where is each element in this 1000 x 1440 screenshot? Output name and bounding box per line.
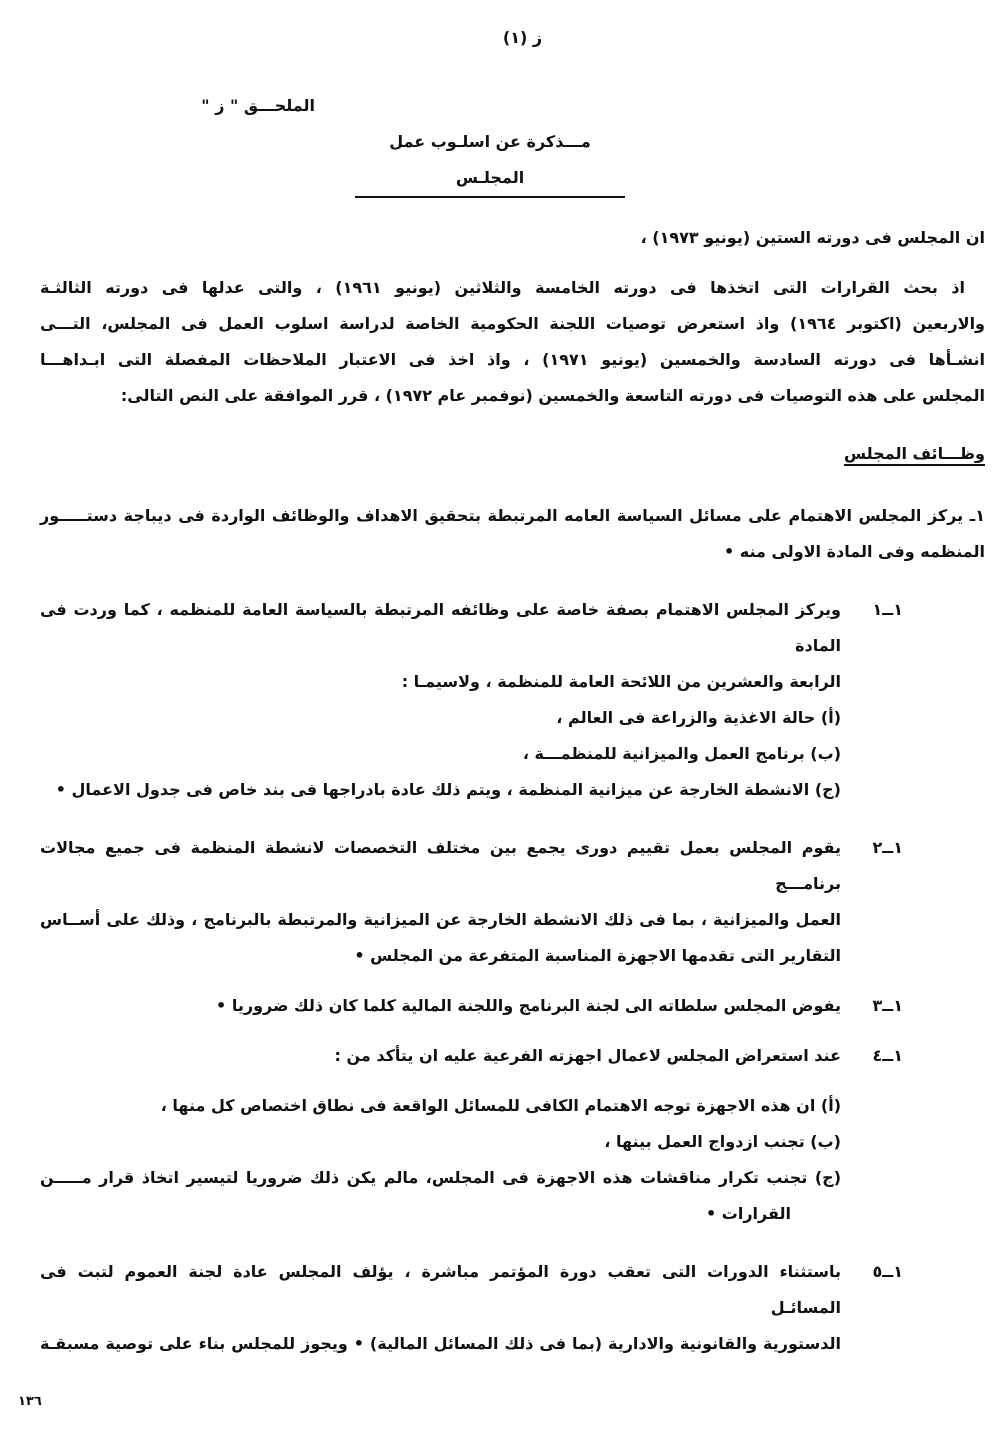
page-code: ز (١) (502, 28, 543, 47)
item-1-1-line: الرابعة والعشرين من اللائحة العامة للمنظمة ، ولاسيمـا : (401, 671, 841, 691)
item-1-4-sub: (ب) تجنب ازدواج العمل بينها ، (604, 1131, 841, 1151)
item-1-4-line: عند استعراض المجلس لاعمال اجهزته الفرعية عليه ان يتأكد من : (334, 1045, 841, 1065)
section-heading: وظـــائف المجلس (844, 444, 985, 463)
page-number: ١٣٦ (18, 1393, 42, 1409)
item-1-1-line: (أ) حالة الاغذية والزراعة فى العالم ، (556, 707, 841, 727)
annex-label: الملحـــق " ز " (201, 96, 315, 115)
item-number: ١ــ٤ (872, 1045, 903, 1065)
preamble-line: انشـأها فى دورته السادسة والخمسين (يونيو ١٩٧١) ، واذ اخذ فى الاعتبار الملاحظات المفصلة التى ابـداهـــا (40, 350, 986, 369)
item-number: ١ــ٣ (872, 995, 903, 1015)
item-1-4 (40, 1038, 985, 1232)
preamble-line: المجلس على هذه التوصيات فى دورته التاسعة والخمسين (نوفمبر عام ١٩٧٢) ، قرر الموافقة على النص التالى: (120, 386, 985, 405)
item-number: ١ــ١ (872, 599, 903, 619)
title-block (355, 124, 625, 198)
item-1-5-line: باستثناء الدورات التى تعقب دورة المؤتمر مباشرة ، يؤلف المجلس عادة لجنة العموم لتبت فى المسائـل (40, 1261, 841, 1317)
item-1-4-sub: القرارات • (705, 1203, 791, 1223)
item-number: ١ــ٥ (872, 1261, 903, 1281)
item-1-2-line: التقارير التى تقدمها الاجهزة المناسبة المتفرعة من المجلس • (354, 945, 841, 965)
item-1-5-line: الدستورية والقانونية والادارية (بما فى ذلك المسائل المالية) • ويجوز للمجلس بناء على توصية مسبقـة (40, 1333, 841, 1353)
item-1-1 (40, 592, 985, 808)
section-heading-block (844, 436, 985, 466)
item-1-5 (40, 1254, 985, 1362)
item-number: ١ــ٢ (872, 837, 903, 857)
item-1-1-line: ويركز المجلس الاهتمام بصفة خاصة على وظائفه المرتبطة بالسياسة العامة للمنظمه ، كما وردت فى المادة (40, 599, 841, 655)
document-title: مـــذكرة عن اسلـوب عمل المجلـس (389, 132, 591, 187)
item-1-1-line: (ج) الانشطة الخارجة عن ميزانية المنظمة ، ويتم ذلك عادة بادراجها فى بند خاص فى جدول الاعمال • (55, 779, 841, 799)
item-1-2-line: العمل والميزانية ، بما فى ذلك الانشطة الخارجة عن الميزانية والمرتبطة بالبرنامج ، وذلك على أســاس (40, 909, 841, 929)
item-1-line: ١ـ يركز المجلس الاهتمام على مسائل السياسة العامه المرتبطة بتحقيق الاهداف والوظائف الواردة فى ديباجة دستـــــور (40, 505, 985, 525)
preamble-line: والاربعين (اكتوبر ١٩٦٤) واذ استعرض توصيات اللجنة الحكومية الخاصة لدراسة اسلوب العمل فى المجلس، التـــى (40, 314, 986, 333)
item-1-2-line: يقوم المجلس بعمل تقييم دورى يجمع بين مختلف التخصصات لانشطة المنظمة فى جميع مجالات برنامـــج (40, 837, 841, 893)
preamble-line: اذ بحث القرارات التى اتخذها فى دورته الخامسة والثلاثين (يونيو ١٩٦١) ، والتى عدلها فى دورته الثالثـة (40, 278, 966, 297)
item-1-3-line: يفوض المجلس سلطاته الى لجنة البرنامج واللجنة المالية كلما كان ذلك ضروريا • (216, 995, 841, 1015)
item-1-1-line: (ب) برنامج العمل والميزانية للمنظمـــة ، (522, 743, 841, 763)
item-1-4-sub: (أ) ان هذه الاجهزة توجه الاهتمام الكافى للمسائل الواقعة فى نطاق اختصاص كل منها ، (160, 1095, 841, 1115)
item-1-2 (40, 830, 985, 974)
item-1-4-sub: (ج) تجنب تكرار مناقشات هذه الاجهزة فى المجلس، مالم يكن ذلك ضروريا لتيسير اتخاذ قرار مـــــن (40, 1167, 841, 1187)
opening-line: ان المجلس فى دورته الستين (يونيو ١٩٧٣) ، (640, 228, 985, 247)
item-1-3 (40, 988, 985, 1024)
item-1-line: المنظمه وفى المادة الاولى منه • (723, 541, 985, 561)
